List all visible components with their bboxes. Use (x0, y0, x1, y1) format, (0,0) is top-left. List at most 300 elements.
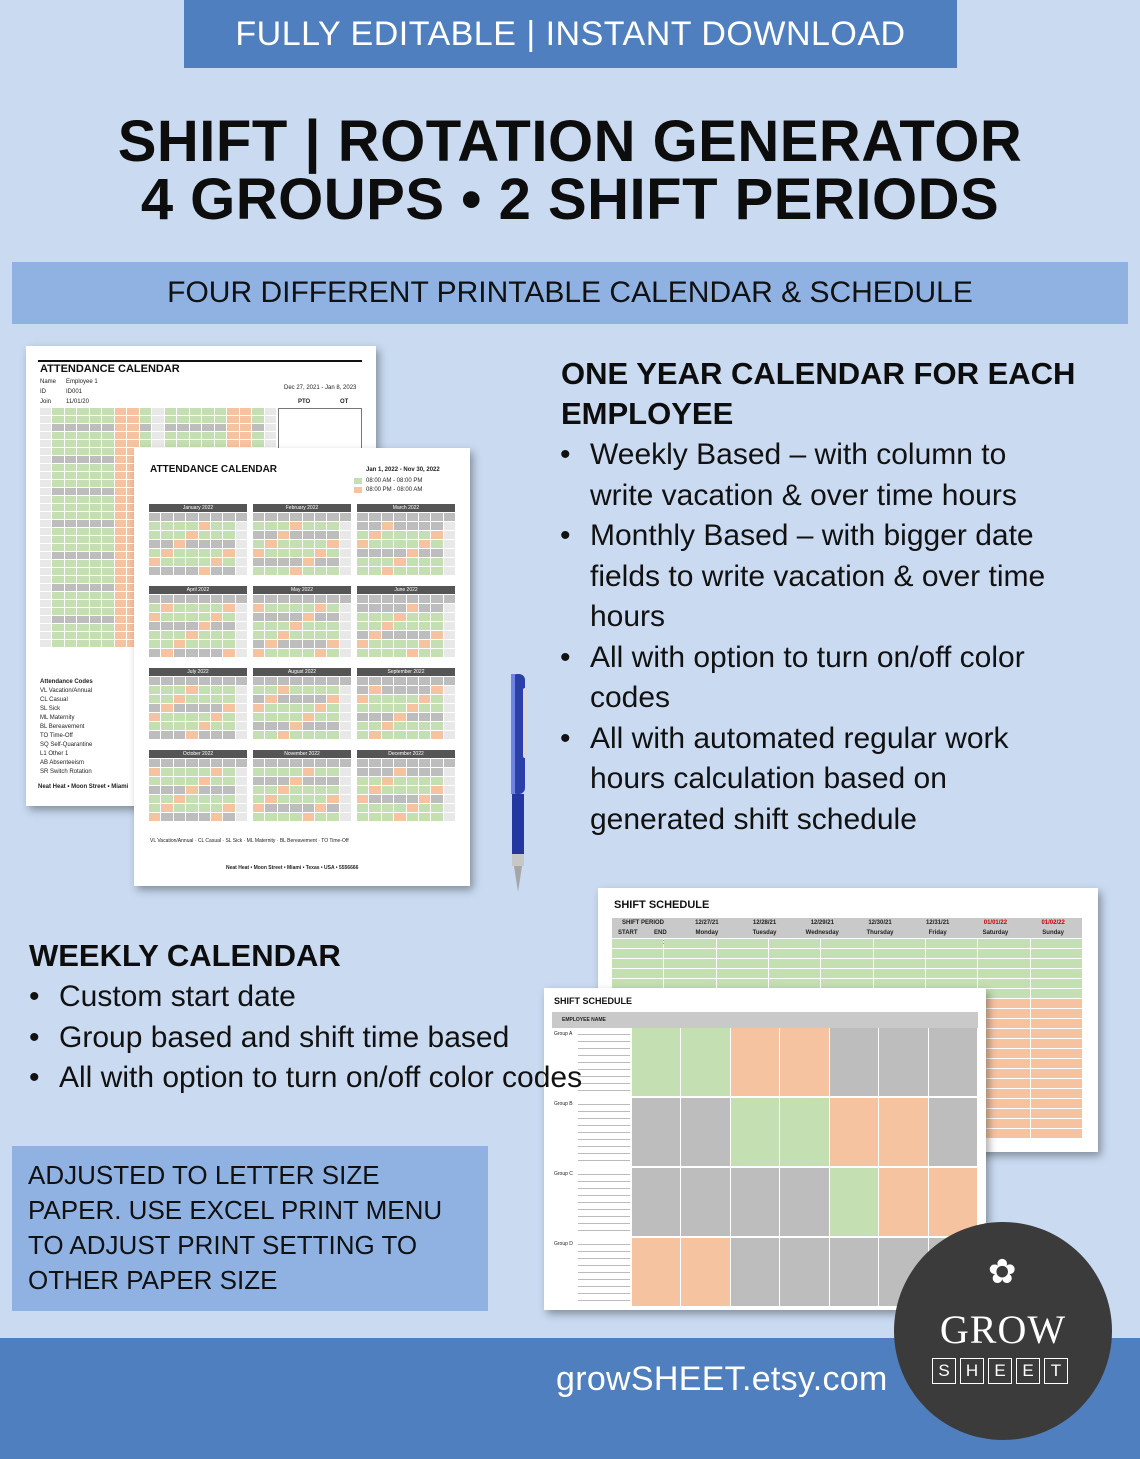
calendar-cell (327, 786, 338, 794)
calendar-cell (149, 722, 160, 730)
calendar-cell (149, 695, 160, 703)
calendar-cell (431, 558, 442, 566)
shift-block (681, 1098, 729, 1166)
calendar-cell (357, 695, 368, 703)
calendar-cell (149, 759, 160, 767)
month-day-grid (253, 759, 351, 821)
bullet-line: fields to write vacation & over time (590, 559, 1046, 593)
calendar-cell (90, 584, 101, 591)
calendar-cell (357, 531, 368, 539)
weekly-bullet: • Group based and shift time based (29, 1018, 582, 1059)
calendar-cell (223, 549, 234, 557)
shift-front-title: SHIFT SCHEDULE (554, 996, 633, 1006)
calendar-cell (190, 432, 201, 439)
calendar-cell (394, 704, 405, 712)
calendar-cell (407, 759, 418, 767)
attendance-code: BL Bereavement (40, 724, 85, 730)
front-shift2: 08:00 PM - 08:00 AM (366, 487, 423, 493)
calendar-cell (394, 677, 405, 685)
calendar-cell (177, 424, 188, 431)
calendar-cell (357, 795, 368, 803)
calendar-cell (174, 731, 185, 739)
calendar-cell (327, 649, 338, 657)
calendar-cell (149, 704, 160, 712)
calendar-cell (140, 408, 151, 415)
headline-line-2: 4 GROUPS • 2 SHIFT PERIODS (140, 167, 1000, 232)
calendar-cell (444, 604, 455, 612)
calendar-cell (303, 613, 314, 621)
calendar-cell (102, 536, 113, 543)
calendar-cell (357, 640, 368, 648)
calendar-cell (186, 595, 197, 603)
back-date-range: Dec 27, 2021 - Jan 8, 2023 (284, 385, 357, 391)
calendar-cell (149, 768, 160, 776)
calendar-cell (382, 549, 393, 557)
calendar-cell (174, 531, 185, 539)
calendar-cell (278, 549, 289, 557)
calendar-cell (40, 464, 51, 471)
calendar-cell (52, 576, 63, 583)
attendance-code: CL Casual (40, 697, 68, 703)
calendar-cell (431, 540, 442, 548)
calendar-cell (115, 416, 126, 423)
calendar-cell (52, 448, 63, 455)
calendar-cell (211, 704, 222, 712)
calendar-cell (978, 1099, 1029, 1108)
calendar-cell (52, 624, 63, 631)
logo-word: GROW (939, 1307, 1067, 1352)
shift-block (632, 1168, 680, 1236)
calendar-cell (444, 759, 455, 767)
shift-block (830, 1238, 878, 1306)
month-day-grid (149, 595, 247, 657)
calendar-cell (240, 416, 251, 423)
calendar-cell (252, 432, 263, 439)
attendance-code: SL Sick (40, 706, 61, 712)
calendar-cell (407, 522, 418, 530)
calendar-cell (327, 777, 338, 785)
calendar-cell (236, 540, 247, 548)
calendar-cell (717, 969, 768, 978)
calendar-cell (303, 768, 314, 776)
calendar-cell (102, 416, 113, 423)
calendar-cell (340, 567, 351, 575)
calendar-cell (303, 549, 314, 557)
calendar-cell (236, 713, 247, 721)
calendar-cell (394, 558, 405, 566)
calendar-cell (77, 456, 88, 463)
calendar-cell (77, 528, 88, 535)
calendar-cell (978, 959, 1029, 968)
calendar-cell (407, 722, 418, 730)
calendar-cell (199, 677, 210, 685)
calendar-cell (65, 472, 76, 479)
calendar-cell (407, 540, 418, 548)
calendar-cell (161, 540, 172, 548)
calendar-cell (369, 567, 380, 575)
shift-block (780, 1238, 828, 1306)
calendar-cell (394, 513, 405, 521)
calendar-cell (290, 531, 301, 539)
calendar-cell (369, 549, 380, 557)
calendar-cell (278, 604, 289, 612)
calendar-cell (407, 677, 418, 685)
calendar-cell (65, 632, 76, 639)
calendar-cell (821, 959, 872, 968)
calendar-cell (223, 649, 234, 657)
calendar-cell (369, 622, 380, 630)
calendar-cell (327, 804, 338, 812)
calendar-cell (165, 408, 176, 415)
calendar-cell (394, 713, 405, 721)
calendar-cell (431, 640, 442, 648)
calendar-cell (340, 604, 351, 612)
calendar-cell (407, 531, 418, 539)
shift-block (681, 1238, 729, 1306)
calendar-cell (102, 632, 113, 639)
calendar-cell (161, 695, 172, 703)
shift-block (830, 1028, 878, 1096)
calendar-cell (978, 1069, 1029, 1078)
calendar-cell (161, 567, 172, 575)
calendar-cell (431, 813, 442, 821)
calendar-cell (278, 813, 289, 821)
calendar-cell (236, 777, 247, 785)
calendar-cell (265, 408, 276, 415)
calendar-cell (190, 416, 201, 423)
calendar-cell (253, 759, 264, 767)
calendar-cell (186, 622, 197, 630)
calendar-cell (382, 677, 393, 685)
front-codes-entry: ML Maternity (246, 838, 276, 844)
calendar-cell (290, 631, 301, 639)
calendar-cell (340, 759, 351, 767)
calendar-cell (290, 804, 301, 812)
calendar-cell (327, 631, 338, 639)
calendar-cell (149, 713, 160, 721)
calendar-cell (431, 622, 442, 630)
calendar-cell (382, 567, 393, 575)
calendar-cell (115, 504, 126, 511)
front-codes-entry: VL Vacation/Annual (150, 838, 194, 844)
calendar-cell (253, 613, 264, 621)
calendar-cell (77, 632, 88, 639)
note-line: OTHER PAPER SIZE (28, 1265, 278, 1295)
calendar-cell (327, 640, 338, 648)
calendar-cell (265, 795, 276, 803)
calendar-cell (40, 528, 51, 535)
calendar-cell (444, 513, 455, 521)
calendar-cell (419, 558, 430, 566)
calendar-cell (236, 549, 247, 557)
calendar-cell (1031, 1019, 1082, 1028)
calendar-cell (90, 424, 101, 431)
calendar-cell (152, 408, 163, 415)
calendar-cell (115, 632, 126, 639)
calendar-cell (1031, 949, 1082, 958)
employee-name-column (578, 1168, 630, 1236)
calendar-cell (340, 786, 351, 794)
yearly-bullet (560, 638, 1045, 719)
shift-block (879, 1098, 927, 1166)
calendar-cell (161, 777, 172, 785)
calendar-cell (253, 522, 264, 530)
calendar-cell (161, 731, 172, 739)
calendar-cell (265, 549, 276, 557)
calendar-cell (278, 595, 289, 603)
calendar-cell (65, 496, 76, 503)
calendar-cell (186, 558, 197, 566)
shift-back-end-label: END (654, 930, 667, 936)
calendar-cell (115, 552, 126, 559)
calendar-cell (253, 604, 264, 612)
calendar-cell (407, 513, 418, 521)
shift-block (929, 1168, 977, 1236)
calendar-cell (874, 959, 925, 968)
legend-swatch-shift1 (354, 478, 362, 484)
calendar-cell (278, 531, 289, 539)
back-name-label: Name (40, 379, 57, 385)
calendar-cell (149, 522, 160, 530)
calendar-cell (407, 613, 418, 621)
calendar-cell (161, 677, 172, 685)
yearly-bullet (560, 516, 1045, 638)
calendar-cell (407, 795, 418, 803)
calendar-cell (90, 464, 101, 471)
calendar-cell (202, 408, 213, 415)
calendar-cell (407, 631, 418, 639)
calendar-cell (265, 649, 276, 657)
front-codes-entry: SL Sick (225, 838, 243, 844)
calendar-cell (102, 544, 113, 551)
calendar-cell (419, 813, 430, 821)
calendar-cell (240, 432, 251, 439)
calendar-cell (874, 969, 925, 978)
shift-back-start-label: START (618, 930, 638, 936)
calendar-cell (211, 540, 222, 548)
calendar-cell (161, 640, 172, 648)
shift-block (632, 1238, 680, 1306)
calendar-cell (65, 616, 76, 623)
calendar-cell (407, 786, 418, 794)
calendar-cell (90, 552, 101, 559)
calendar-cell (303, 686, 314, 694)
subheading-text: FOUR DIFFERENT PRINTABLE CALENDAR & SCHEDULE (167, 276, 973, 309)
calendar-cell (265, 513, 276, 521)
calendar-cell (149, 731, 160, 739)
calendar-cell (174, 713, 185, 721)
shift-block (780, 1098, 828, 1166)
calendar-cell (303, 531, 314, 539)
shift-back-date-headers (678, 918, 1082, 938)
back-codes-title: Attendance Codes (40, 679, 93, 685)
calendar-cell (394, 549, 405, 557)
calendar-cell (612, 979, 663, 988)
calendar-cell (419, 513, 430, 521)
calendar-cell (265, 722, 276, 730)
calendar-cell (253, 768, 264, 776)
calendar-cell (65, 504, 76, 511)
calendar-cell (115, 512, 126, 519)
calendar-cell (174, 768, 185, 776)
calendar-cell (431, 686, 442, 694)
calendar-cell (52, 488, 63, 495)
calendar-cell (327, 813, 338, 821)
title-rule (38, 360, 362, 362)
calendar-cell (290, 759, 301, 767)
calendar-cell (431, 722, 442, 730)
calendar-cell (115, 576, 126, 583)
calendar-cell (357, 786, 368, 794)
calendar-cell (327, 677, 338, 685)
calendar-cell (52, 472, 63, 479)
calendar-cell (315, 777, 326, 785)
calendar-cell (664, 949, 715, 958)
calendar-cell (265, 631, 276, 639)
calendar-cell (211, 549, 222, 557)
attendance-code: AB Absenteeism (40, 760, 85, 766)
calendar-cell (1031, 1049, 1082, 1058)
front-address: Neat Heat • Moon Street • Miami • Texas • USA • 5556666 (226, 865, 359, 871)
calendar-cell (149, 549, 160, 557)
calendar-cell (303, 804, 314, 812)
calendar-cell (174, 759, 185, 767)
calendar-cell (769, 979, 820, 988)
calendar-cell (40, 416, 51, 423)
calendar-cell (290, 722, 301, 730)
shift-back-title: SHIFT SCHEDULE (614, 899, 710, 911)
calendar-cell (290, 677, 301, 685)
calendar-cell (327, 604, 338, 612)
calendar-cell (369, 768, 380, 776)
calendar-cell (174, 704, 185, 712)
calendar-cell (278, 731, 289, 739)
calendar-cell (394, 567, 405, 575)
calendar-cell (77, 624, 88, 631)
calendar-cell (315, 686, 326, 694)
calendar-cell (315, 722, 326, 730)
calendar-cell (90, 528, 101, 535)
calendar-cell (65, 560, 76, 567)
calendar-cell (315, 522, 326, 530)
calendar-cell (199, 686, 210, 694)
calendar-cell (140, 416, 151, 423)
calendar-cell (382, 722, 393, 730)
calendar-cell (161, 522, 172, 530)
calendar-cell (340, 595, 351, 603)
calendar-cell (303, 813, 314, 821)
calendar-cell (211, 640, 222, 648)
calendar-cell (315, 695, 326, 703)
calendar-cell (211, 513, 222, 521)
calendar-cell (303, 631, 314, 639)
calendar-cell (253, 558, 264, 566)
calendar-cell (90, 440, 101, 447)
calendar-cell (278, 804, 289, 812)
calendar-cell (174, 777, 185, 785)
calendar-cell (211, 777, 222, 785)
calendar-cell (303, 704, 314, 712)
calendar-cell (65, 440, 76, 447)
calendar-cell (327, 522, 338, 530)
calendar-cell (265, 731, 276, 739)
calendar-cell (303, 567, 314, 575)
back-address: Neat Heat • Moon Street • Miami (38, 784, 129, 790)
calendar-cell (303, 558, 314, 566)
calendar-cell (303, 513, 314, 521)
calendar-cell (382, 804, 393, 812)
calendar-cell (115, 640, 126, 647)
calendar-cell (199, 713, 210, 721)
calendar-cell (52, 440, 63, 447)
calendar-cell (419, 531, 430, 539)
calendar-cell (290, 558, 301, 566)
calendar-cell (52, 464, 63, 471)
calendar-cell (769, 959, 820, 968)
logo-letter: S (932, 1358, 956, 1384)
calendar-cell (90, 616, 101, 623)
calendar-cell (327, 704, 338, 712)
calendar-cell (382, 795, 393, 803)
calendar-cell (382, 777, 393, 785)
calendar-cell (253, 731, 264, 739)
calendar-cell (77, 544, 88, 551)
calendar-cell (340, 795, 351, 803)
paper-size-note (12, 1146, 488, 1311)
calendar-cell (223, 731, 234, 739)
calendar-cell (211, 695, 222, 703)
calendar-cell (174, 649, 185, 657)
calendar-cell (265, 804, 276, 812)
calendar-cell (340, 731, 351, 739)
calendar-cell (211, 522, 222, 530)
calendar-cell (612, 959, 663, 968)
calendar-cell (102, 496, 113, 503)
calendar-cell (65, 584, 76, 591)
calendar-cell (369, 640, 380, 648)
shop-url-link[interactable]: growSHEET.etsy.com (556, 1360, 888, 1398)
calendar-cell (211, 686, 222, 694)
calendar-cell (186, 777, 197, 785)
calendar-cell (340, 695, 351, 703)
calendar-cell (444, 631, 455, 639)
weekly-bullet-list (29, 977, 582, 1099)
calendar-cell (52, 456, 63, 463)
month-day-grid (357, 595, 455, 657)
calendar-cell (444, 777, 455, 785)
calendar-cell (77, 432, 88, 439)
calendar-cell (215, 440, 226, 447)
calendar-cell (149, 531, 160, 539)
calendar-cell (211, 722, 222, 730)
calendar-cell (102, 560, 113, 567)
calendar-cell (407, 567, 418, 575)
calendar-cell (444, 595, 455, 603)
calendar-cell (369, 686, 380, 694)
calendar-cell (369, 813, 380, 821)
back-ot-label: OT (340, 399, 349, 405)
calendar-cell (174, 595, 185, 603)
calendar-cell (357, 549, 368, 557)
calendar-cell (161, 768, 172, 776)
calendar-cell (253, 813, 264, 821)
shift-block (879, 1168, 927, 1236)
calendar-cell (223, 513, 234, 521)
calendar-cell (431, 604, 442, 612)
calendar-cell (115, 624, 126, 631)
calendar-cell (253, 804, 264, 812)
calendar-cell (115, 536, 126, 543)
